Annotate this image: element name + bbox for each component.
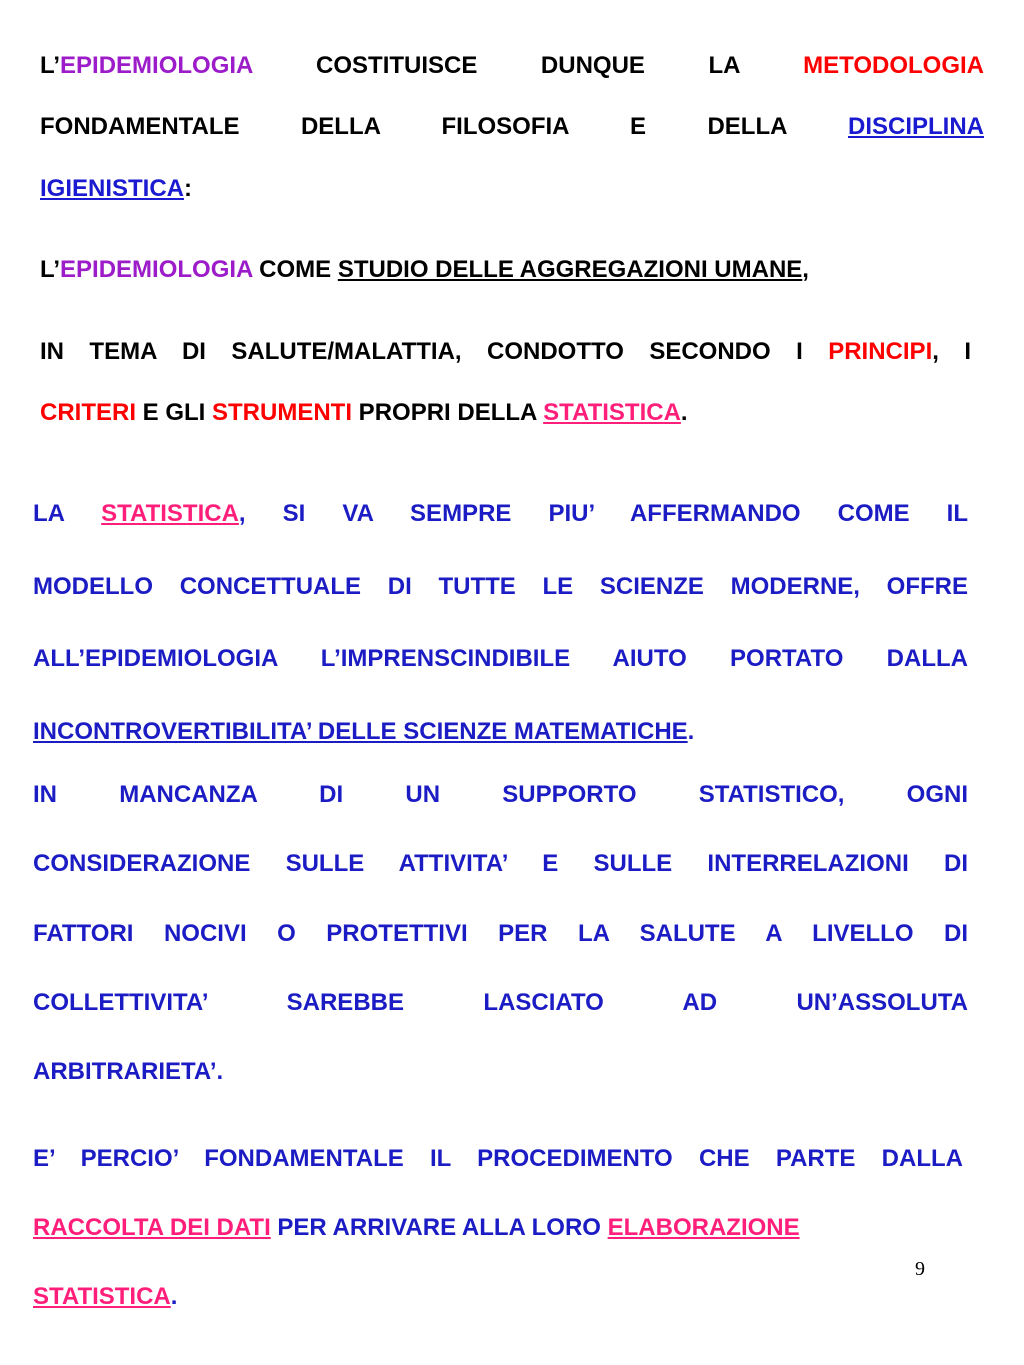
underlined-studio: STUDIO DELLE AGGREGAZIONI UMANE — [337, 256, 803, 283]
text-span: . — [680, 399, 688, 426]
text-line — [40, 256, 984, 284]
page-number: 9 — [915, 1258, 925, 1280]
text-span: PER ARRIVARE ALLA LORO — [270, 1214, 608, 1241]
text-line: ALL’EPIDEMIOLOGIA L’IMPRENSCINDIBILE AIUTO PORTATO DALLA — [33, 645, 968, 672]
text-span: COSTITUISCE DUNQUE LA — [316, 52, 740, 79]
text-span: , SI VA SEMPRE PIU’ AFFERMANDO COME IL — [238, 500, 968, 527]
underlined-statistica: STATISTICA — [33, 1283, 171, 1310]
underlined-statistica: STATISTICA — [543, 399, 681, 426]
text-line: CONSIDERAZIONE SULLE ATTIVITA’ E SULLE INTERRELAZIONI DI — [33, 850, 968, 877]
text-span: L’ — [40, 256, 61, 283]
text-line: IN MANCANZA DI UN SUPPORTO STATISTICO, OGNI — [33, 781, 968, 808]
text-span: PROPRI DELLA — [352, 399, 544, 426]
highlight-criteri: CRITERI — [40, 399, 136, 426]
text-line: COLLETTIVITA’ SAREBBE LASCIATO AD UN’ASSOLUTA — [33, 989, 968, 1016]
text-span: LA — [33, 500, 65, 527]
text-line — [40, 113, 984, 141]
text-span: , I — [932, 338, 971, 365]
text-line: FATTORI NOCIVI O PROTETTIVI PER LA SALUTE A LIVELLO DI — [33, 920, 968, 947]
text-span: COME — [252, 256, 338, 283]
text-line — [33, 1283, 963, 1311]
text-span: , — [802, 256, 809, 283]
text-line — [40, 399, 971, 427]
text-line: MODELLO CONCETTUALE DI TUTTE LE SCIENZE MODERNE, OFFRE — [33, 573, 968, 600]
text-span: . — [687, 718, 695, 745]
text-span: L’ — [40, 52, 61, 79]
text-line — [40, 52, 984, 80]
link-igienistica[interactable]: IGIENISTICA — [40, 175, 185, 202]
underlined-statistica: STATISTICA — [101, 500, 239, 527]
text-span: FONDAMENTALE DELLA FILOSOFIA E DELLA — [40, 113, 787, 140]
underlined-raccolta-dati: RACCOLTA DEI DATI — [33, 1214, 271, 1241]
highlight-principi: PRINCIPI — [828, 338, 933, 365]
highlight-epidemiologia: EPIDEMIOLOGIA — [60, 256, 253, 283]
text-line: ARBITRARIETA’. — [33, 1058, 224, 1085]
text-span: IN TEMA DI SALUTE/MALATTIA, CONDOTTO SECONDO I — [40, 338, 803, 365]
link-disciplina[interactable]: DISCIPLINA — [847, 113, 984, 140]
underlined-elaborazione: ELABORAZIONE — [607, 1214, 800, 1241]
text-line — [40, 175, 984, 203]
highlight-metodologia: METODOLOGIA — [803, 52, 984, 79]
text-line — [33, 1214, 963, 1242]
text-line — [33, 718, 968, 746]
text-line: E’ PERCIO’ FONDAMENTALE IL PROCEDIMENTO CHE PARTE DALLA — [33, 1145, 963, 1172]
underlined-incontrovertibilita: INCONTROVERTIBILITA’ DELLE SCIENZE MATEMATICHE — [33, 718, 688, 745]
text-span: . — [170, 1283, 178, 1310]
highlight-epidemiologia: EPIDEMIOLOGIA — [60, 52, 253, 79]
text-span: : — [184, 175, 193, 202]
text-line — [40, 338, 971, 366]
text-span: E GLI — [136, 399, 213, 426]
highlight-strumenti: STRUMENTI — [212, 399, 353, 426]
text-line — [33, 500, 968, 528]
